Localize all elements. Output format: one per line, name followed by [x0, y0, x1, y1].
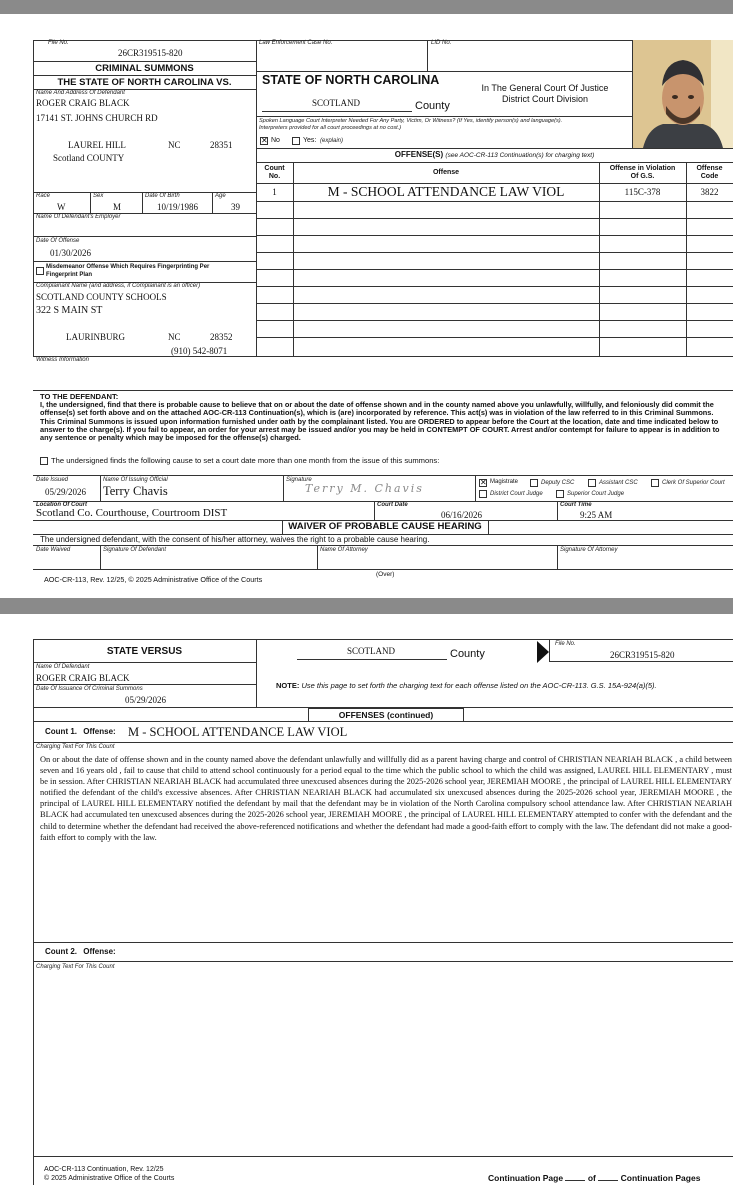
waiver-title: WAIVER OF PROBABLE CAUSE HEARING — [288, 521, 482, 532]
offense-code: 3822 — [700, 187, 719, 197]
issuance-label: Date Of Issuance Of Criminal Summons — [36, 686, 143, 692]
page2-footer-2: © 2025 Administrative Office of the Courts — [44, 1175, 175, 1182]
defendant-name: ROGER CRAIG BLACK — [36, 98, 130, 108]
offenses-continued: OFFENSES (continued) — [338, 710, 434, 720]
magistrate-label: Magistrate — [490, 479, 519, 485]
name-attorney-label: Name Of Attorney — [320, 547, 368, 553]
witness-label: Witness Information — [36, 357, 89, 363]
defendant-label: Name Of Defendant — [36, 664, 90, 670]
sex: M — [113, 202, 122, 212]
name-address-label: Name And Address Of Defendant — [36, 90, 125, 96]
file-no-label-p2: File No. — [555, 641, 576, 647]
criminal-summons-title: CRIMINAL SUMMONS — [95, 63, 194, 74]
offense-name: M - SCHOOL ATTENDANCE LAW VIOL — [327, 184, 565, 199]
defendant-city: LAUREL HILL — [68, 140, 126, 150]
complainant-street: 322 S MAIN ST — [36, 305, 103, 316]
court-time-label: Court Time — [560, 502, 592, 508]
offense-date: 01/30/2026 — [50, 248, 92, 258]
complainant-phone: (910) 542-8071 — [171, 346, 228, 356]
court-date-label: Court Date — [377, 502, 408, 508]
col-code-1: Offense — [696, 165, 723, 172]
employer-label: Name Of Defendant's Employer — [36, 214, 121, 220]
count1-header — [45, 727, 116, 736]
magistrate-checkbox[interactable]: ✕ — [480, 478, 487, 487]
deputy-csc-checkbox[interactable] — [530, 479, 538, 487]
page2-footer-1: AOC-CR-113 Continuation, Rev. 12/25 — [44, 1166, 164, 1173]
complainant-zip: 28352 — [210, 332, 233, 342]
district-judge-label: District Court Judge — [490, 491, 543, 497]
dob: 10/19/1986 — [157, 202, 199, 212]
sex-label: Sex — [93, 193, 104, 199]
le-case-label: Law Enforcement Case No. — [259, 40, 333, 46]
court-date: 06/16/2026 — [441, 510, 483, 520]
issuing-official: Terry Chavis — [103, 484, 168, 498]
offenses-header-note: (see AOC-CR-113 Continuation(s) for charging text) — [445, 152, 595, 159]
state-versus-heading: STATE VERSUS — [106, 646, 183, 657]
col-offense: Offense — [432, 169, 460, 176]
clerk-superior-label: Clerk Of Superior Court — [662, 480, 725, 486]
lid-label: LID No. — [431, 40, 452, 46]
count2-header — [45, 947, 116, 956]
interpreter-line-1: Spoken Language Court Interpreter Needed For Any Party, Victim, Or Witness? (If Yes, identify person(s) and language(s). — [259, 118, 563, 124]
county-word-p2: County — [450, 648, 485, 660]
county-name: SCOTLAND — [312, 98, 361, 108]
continuation-page-label: Continuation Page — [488, 1173, 564, 1183]
state-of-nc-heading: STATE OF NORTH CAROLINA — [262, 73, 440, 87]
superior-judge-checkbox[interactable] — [556, 490, 564, 498]
defendant-name-p2: ROGER CRAIG BLACK — [36, 673, 130, 683]
issuing-official-label: Name Of Issuing Official — [103, 477, 168, 483]
court-date-cause-text: The undersigned finds the following cause to set a court date more than one month from the issue of this summons: — [51, 456, 440, 465]
waiver-text: The undersigned defendant, with the consent of his/her attorney, waives the right to a probable cause hearing. — [40, 535, 430, 544]
note-line — [276, 681, 657, 690]
note-text: Use this page to set forth the charging text for each offense listed on the AOC-CR-113. G.S. 15A-924(a)(5). — [301, 681, 657, 690]
offense-label-p2: Offense: — [83, 727, 116, 736]
col-count-2: No. — [268, 173, 281, 180]
file-arrow-icon — [537, 641, 549, 663]
file-no: 26CR319515-820 — [118, 48, 183, 58]
top-margin-bar — [0, 0, 733, 14]
defendant-street: 17141 ST. JOHNS CHURCH RD — [36, 113, 158, 123]
to-defendant-heading: TO THE DEFENDANT: — [40, 392, 119, 401]
fingerprint-checkbox[interactable] — [36, 267, 44, 275]
col-gs-2: Of G.S. — [630, 173, 655, 180]
complainant-state: NC — [168, 332, 181, 342]
offense-label-count2: Offense: — [83, 947, 116, 956]
court-time: 9:25 AM — [580, 510, 613, 520]
note-label: NOTE: — [276, 681, 300, 690]
count1-label: Count 1. — [45, 727, 77, 736]
assistant-csc-label: Assistant CSC — [599, 480, 638, 486]
of-label: of — [587, 1173, 596, 1183]
signature: Terry M. Chavis — [305, 482, 424, 495]
date-issued-label: Date Issued — [36, 477, 69, 483]
interpreter-line-2: Interpreters provided for all court proceedings at no cost.) — [259, 125, 402, 131]
location-label: Location Of Court — [36, 502, 87, 508]
county-name-p2: SCOTLAND — [347, 646, 396, 656]
complainant-label: Complainant Name (and address, if Complainant is an officer) — [36, 283, 201, 289]
misdemeanor-label-1: Misdemeanor Offense Which Requires Fingerprinting Per — [46, 264, 210, 270]
defendant-state: NC — [168, 140, 181, 150]
over-label: (Over) — [376, 571, 395, 578]
page-separator-bar — [0, 598, 733, 614]
state-vs-title: THE STATE OF NORTH CAROLINA VS. — [57, 77, 232, 88]
court-line-2: District Court Division — [501, 94, 588, 104]
assistant-csc-checkbox[interactable] — [588, 479, 596, 487]
race: W — [57, 202, 66, 212]
continuation-pages-line — [488, 1173, 700, 1183]
charging-text-1: On or about the date of offense shown and in the county named above the defendant unlawfully and willfully did as a parent having charge and control of CHRISTIAN NEARIAH BLACK , a child between seven and 16 years old , fail to cause that child to attend school continuously for a period equal to the time which the public school to which the child was assigned, LAUREL HILL ELEMENTARY , must be in session. After CHRISTIAN NEARIAH BLACK had accumulated three unexcused absences during the 2025-2026 school year, JEREMIAH MOORE , the principal of LAUREL HILL ELEMENTARY notified the defendant of the child's excessive absences. After CHRISTIAN NEARIAH BLACK had accumulated six unexcused absences during the 2025-2026 school year, JEREMIAH MOORE , the principal of LAUREL HILL ELEMENTARY notified the defendant by mail that the defendant may be in violation of the North Carolina compulsory school attendance law. After CHRISTIAN NEARIAH BLACK had accumulated ten unexcused absences during the 2025-2026 school year, JEREMIAH MOORE , the principal of LAUREL HILL ELEMENTARY attempted to confer with the defendant and the child to determine whether the defendant had received the above-referenced notifications and whether the defendant had made a good-faith effort to comply with the law. The defendant did not make a good-faith effort to comply with the law. — [40, 755, 732, 842]
race-label: Race — [36, 193, 51, 199]
issuance-date: 05/29/2026 — [125, 695, 167, 705]
location-of-court: Scotland Co. Courthouse, Courtroom DIST — [36, 507, 228, 519]
date-waived-label: Date Waived — [36, 547, 71, 553]
district-judge-checkbox[interactable] — [479, 490, 487, 498]
dob-label: Date Of Birth — [145, 193, 180, 199]
deputy-csc-label: Deputy CSC — [541, 480, 575, 486]
complainant-city: LAURINBURG — [66, 332, 126, 342]
continuation-pages-label: Continuation Pages — [620, 1173, 701, 1183]
charging-label-1: Charging Text For This Count — [36, 744, 115, 750]
signature-attorney-label: Signature Of Attorney — [560, 547, 618, 553]
yes-label: Yes: — [303, 137, 317, 144]
court-date-cause-checkbox[interactable] — [40, 457, 48, 465]
age-label: Age — [215, 193, 226, 199]
col-gs-1: Offense in Violation — [609, 165, 676, 172]
file-no-p2: 26CR319515-820 — [610, 650, 675, 660]
finding-text: I, the undersigned, find that there is probable cause to believe that on or about the date of offense shown and in the county named above you unlawfully, willfully, and feloniously did commit the offense(s) set forth above and on the attached AOC-CR-113 Continuation(s), which is (are) incorporated by reference. This act(s) was in violation of the law referred to in this Criminal Summons. This Criminal Summons is issued upon information furnished under oath by the complainant listed. You are ORDERED to appear before the Court at the location, date and time indicated below to answer to the charge(s). If you fail to appear, an order for your arrest may be issued and/or you may be held in CONTEMPT OF COURT. Arrest and/or contempt for failure to appear is in addition to any sentence or penalty which may be imposed for the offense(s) charged. — [40, 400, 720, 443]
court-line-1: In The General Court Of Justice — [481, 83, 609, 93]
superior-judge-label: Superior Court Judge — [567, 491, 625, 497]
defendant-county: Scotland COUNTY — [53, 153, 125, 163]
explain-label: (explain) — [320, 138, 344, 144]
count1-offense: M - SCHOOL ATTENDANCE LAW VIOL — [128, 725, 348, 739]
col-count-1: Count — [264, 165, 285, 172]
signature-defendant-label: Signature Of Defendant — [103, 547, 167, 553]
no-label: No — [271, 137, 280, 144]
offenses-header-label: OFFENSE(S) — [394, 150, 444, 159]
clerk-superior-checkbox[interactable] — [651, 479, 659, 487]
page1-footer: AOC-CR-113, Rev. 12/25, © 2025 Administrative Office of the Courts — [44, 575, 263, 584]
signature-label: Signature — [286, 477, 312, 483]
offense-gs: 115C-378 — [624, 187, 661, 197]
age: 39 — [231, 202, 240, 212]
complainant-name: SCOTLAND COUNTY SCHOOLS — [36, 292, 167, 302]
county-word: County — [415, 100, 450, 112]
interpreter-yes-checkbox[interactable] — [292, 137, 300, 145]
defendant-photo — [633, 40, 733, 148]
charging-label-2: Charging Text For This Count — [36, 964, 115, 970]
offenses-header — [256, 150, 733, 159]
file-no-label: File No. — [48, 40, 69, 46]
offense-date-label: Date Of Offense — [36, 238, 80, 244]
defendant-zip: 28351 — [210, 140, 233, 150]
count2-label: Count 2. — [45, 947, 77, 956]
col-code-2: Code — [700, 173, 719, 180]
date-issued: 05/29/2026 — [45, 487, 87, 497]
offense-count-no: 1 — [272, 187, 277, 197]
misdemeanor-label-2: Fingerprint Plan — [46, 272, 93, 278]
interpreter-no-checkbox[interactable]: ✕ — [261, 136, 268, 145]
